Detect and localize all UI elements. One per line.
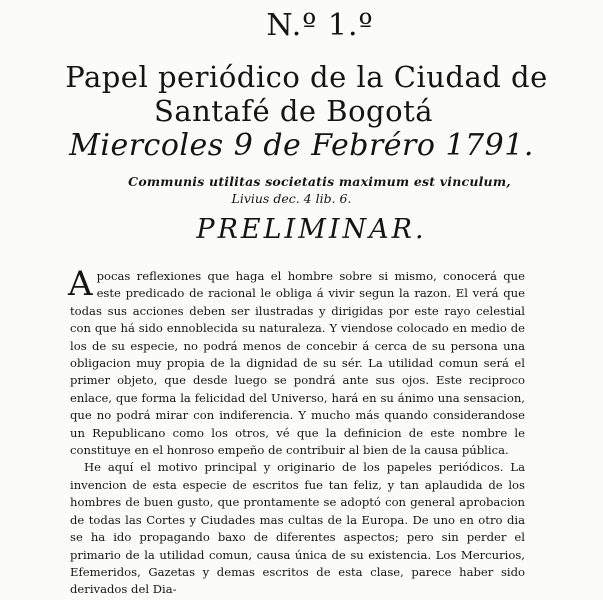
latin-motto: Communis utilitas societatis maximum est vinculum, [128,174,511,189]
newspaper-title-line-2: Santafé de Bogotá [153,94,434,128]
motto-source: Livius dec. 4 lib. 6. [231,191,352,206]
paragraph-2: He aquí el motivo principal y originario de los papeles periódicos. La invencion de esta especie de escritos fue tan feliz, y tan aplaudida de los hombres de buen gusto, que prontamente se adoptó con general aprobacion de todas las Cortes y Ciudades mas cultas de la Europa. De uno en otro dia se ha ido propagando baxo de diferentes aspectos; pero sin perder el primario de la utilidad comun, causa única de su existencia. Los Mercurios, Efemeridos, Gazetas y demas escritos de esta clase, parece haber sido derivados del Dia- [70,460,525,597]
paragraph-1 [68,264,525,459]
newspaper-title-line-1: Papel periódico de la Ciudad de [65,60,548,94]
drop-cap: A [68,264,93,304]
issue-number: N.º 1.º [266,8,374,43]
issue-date: Miercoles 9 de Febréro 1791. [69,128,534,163]
paragraph-1-text: pocas reflexiones que haga el hombre sobre si mismo, conocerá que este predicado de racional le obliga á vivir segun la razon. El verá que todas sus acciones deben ser ilustradas y dirigidas por este rayo celestial con que há sido ennoblecida su naturaleza. Y viendose colocado en medio de los de su especie, no podrá menos de concebir á cerca de su persona una obligacion muy propia de la dignidad de su sér. La utilidad comun será el primer objeto, que desde luego se pondrá ante sus ojos. Este reciproco enlace, que forma la felicidad del Universo, hará en su ánimo una sensacion, que no podrá mirar con indiferencia. Y mucho más quando considerandose un Republicano como los otros, vé que la definicion de este nombre le constituye en el honroso empeño de contribuir al bien de la causa pública. [70,269,525,458]
article-body [68,264,525,599]
section-heading: PRELIMINAR. [196,214,427,245]
